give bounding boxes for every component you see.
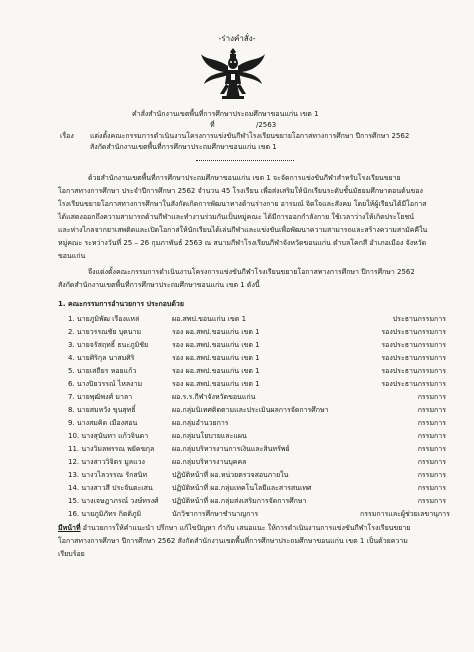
member-position: ผอ.กลุ่มนโยบายและแผน	[172, 432, 247, 440]
subject-line-1: แต่งตั้งคณะกรรมการดำเนินงานโครงการแข่งขันกีฬาโรงเรียนขยายโอกาสทางการศึกษา ปีการศึกษา 2562	[90, 132, 410, 140]
duty-text: เรียบร้อย	[58, 550, 85, 558]
member-role: กรรมการ	[417, 406, 446, 414]
committee-row	[68, 379, 446, 391]
member-role: กรรมการ	[417, 458, 446, 466]
member-name: 16. นายภูมิภัทร กิตติภูมิ	[68, 510, 142, 518]
member-role: รองประธานกรรมการ	[381, 367, 446, 375]
committee-row	[68, 431, 446, 443]
body-line: ขอนแก่น	[58, 252, 86, 260]
member-name: 4. นายศิริกุล นาสมศิริ	[68, 354, 135, 362]
member-role: กรรมการ	[417, 445, 446, 453]
committee-row	[68, 457, 446, 469]
member-position: ผอ.กลุ่มบริหารงานการเงินและสินทรัพย์	[172, 445, 290, 453]
committee-row	[68, 327, 446, 339]
member-role: ประธานกรรมการ	[392, 315, 446, 323]
member-name: 14. นางสาวสี ประจันตะเสน	[68, 484, 153, 492]
duty-text: อำนวยการให้คำแนะนำ ปรึกษา แก้ไขปัญหา กำกับ เสนอแนะ ให้การดำเนินงานการแข่งขันกีฬาโรงเรียนขยาย	[82, 524, 411, 532]
body-line: และห่างไกลจากยาเสพติดและเปิดโอกาสให้นักเรียนได้เล่นกีฬาและแข่งขันเพื่อพัฒนาความสามารถและสร้างความสามัคคีใน	[58, 226, 428, 234]
member-position: ผอ.กลุ่มบริหารงานบุคคล	[172, 458, 247, 466]
order-number-suffix: /2563	[256, 121, 277, 129]
order-number-prefix: ที่	[210, 121, 215, 129]
committee-row	[68, 509, 450, 521]
duty-line	[58, 524, 410, 533]
member-name: 12. นางสาววิจิตร มูลแวง	[68, 458, 145, 466]
member-name: 15. นางเจษฎาภรณ์ วงษ์ทรงศ์	[68, 497, 159, 505]
body-line: ได้แสดงออกถึงความสามารถด้านกีฬาและทำงานร่วมกันเป็นหมู่คณะ ได้มีการออกกำลังกาย ใช้เวลาว่างให้เกิดประโยชน์	[58, 213, 415, 221]
member-name: 6. นางปิยวรรณ์ ไหลงาม	[68, 380, 143, 388]
member-role: กรรมการ	[417, 419, 446, 427]
member-position: ปฏิบัติหน้าที่ ผอ.กลุ่มเทคโนโลยีและสารสนเทศ	[172, 484, 312, 492]
member-name: 2. นายวรรณชัย บุดนาม	[68, 328, 142, 336]
committee-row	[68, 470, 446, 482]
committee-row	[68, 418, 446, 430]
member-role: กรรมการ	[417, 484, 446, 492]
member-position: รอง ผอ.สพป.ขอนแก่น เขต 1	[172, 354, 260, 362]
member-name: 8. นายสมหวัง ขุนสุทธิ์	[68, 406, 136, 414]
member-name: 13. นางวไลวรรณ รักสนิท	[68, 471, 148, 479]
member-position: ปฏิบัติหน้าที่ ผอ.หน่วยตรวจสอบภายใน	[172, 471, 289, 479]
duty-text: โอกาสทางการศึกษา ปีการศึกษา 2562 สังกัดสำนักงานเขตพื้นที่การศึกษาประถมศึกษาขอนแก่น เขต 1 เป็นด้วยความ	[58, 537, 408, 545]
member-position: ผอ.ร.ร.กีฬาจังหวัดขอนแก่น	[172, 393, 256, 401]
member-position: ปฏิบัติหน้าที่ ผอ.กลุ่มส่งเสริมการจัดการศึกษา	[172, 497, 307, 505]
committee-row	[68, 314, 446, 326]
duty-line	[58, 550, 85, 559]
duty-label: มีหน้าที่	[58, 524, 81, 532]
body-line: หมู่คณะ ระหว่างวันที่ 25 – 26 กุมภาพันธ์ 2563 ณ สนามกีฬาโรงเรียนกีฬาจังหวัดขอนแก่น ตำบลโคกสี อำเภอเมือง จังหวัด	[58, 239, 427, 247]
member-name: 3. นายจรัสฤทธิ์ ธนะภูมิชัย	[68, 341, 149, 349]
appoint-line: สังกัดสำนักงานเขตพื้นที่การศึกษาประถมศึกษาขอนแก่น เขต 1 ดังนี้	[58, 281, 260, 289]
member-role: กรรมการ	[417, 393, 446, 401]
committee-list	[68, 314, 450, 524]
member-role: รองประธานกรรมการ	[381, 354, 446, 362]
committee-row	[68, 366, 446, 378]
member-name: 1. นายภูมิพัฒ เรืองแหล่	[68, 315, 140, 323]
member-position: รอง ผอ.สพป.ขอนแก่น เขต 1	[172, 380, 260, 388]
section-title: 1. คณะกรรมการอำนวยการ ประกอบด้วย	[58, 300, 184, 308]
member-name: 11. นางวิมลพรรณ พยัคฆกุล	[68, 445, 155, 453]
committee-row	[68, 353, 446, 365]
member-position: รอง ผอ.สพป.ขอนแก่น เขต 1	[172, 367, 260, 375]
member-name: 7. นายพุฒิพงศ์ มาลา	[68, 393, 133, 401]
appoint-line: จึงแต่งตั้งคณะกรรมการดำเนินงานโครงการแข่งขันกีฬาโรงเรียนขยายโอกาสทางการศึกษา ปีการศึกษา 2562	[88, 268, 415, 276]
committee-row	[68, 496, 446, 508]
member-position: ผอ.สพป.ขอนแก่น เขต 1	[172, 315, 247, 323]
body-line: โรงเรียนขยายโอกาสทางการศึกษาในสังกัดเกิดการพัฒนาทางด้านร่างกาย อารมณ์ จิตใจและสังคม โดยให้ผู้เรียนได้มีโอกาส	[58, 200, 427, 208]
member-role: กรรมการ	[417, 497, 446, 505]
member-position: รอง ผอ.สพป.ขอนแก่น เขต 1	[172, 341, 260, 349]
member-role: กรรมการ	[417, 471, 446, 479]
member-role: รองประธานกรรมการ	[381, 380, 446, 388]
member-position: ผอ.กลุ่มอำนวยการ	[172, 419, 229, 427]
duty-line	[58, 537, 408, 546]
member-role: รองประธานกรรมการ	[381, 341, 446, 349]
committee-row	[68, 340, 446, 352]
member-position: รอง ผอ.สพป.ขอนแก่น เขต 1	[172, 328, 260, 336]
member-role: กรรมการ	[417, 432, 446, 440]
committee-row	[68, 392, 446, 404]
body-line: ด้วยสำนักงานเขตพื้นที่การศึกษาประถมศึกษาขอนแก่น เขต 1 จะจัดการแข่งขันกีฬาสำหรับโรงเรียนขยาย	[88, 174, 401, 182]
draft-label: -ร่างคำสั่ง-	[218, 34, 256, 43]
member-position: นักวิชาการศึกษาชำนาญการ	[172, 510, 259, 518]
member-position: ผอ.กลุ่มนิเทศติดตามและประเมินผลการจัดการศึกษา	[172, 406, 329, 414]
body-line: โอกาสทางการศึกษา ประจำปีการศึกษา 2562 จำนวน 45 โรงเรียน เพื่อส่งเสริมให้นักเรียนระดับชั้นมัธยมศึกษาตอนต้นของ	[58, 187, 423, 195]
member-role: กรรมการและผู้ช่วยเลขานุการ	[360, 510, 450, 518]
member-name: 10. นางสุนันทา แก้วจินดา	[68, 432, 149, 440]
order-title: คำสั่งสำนักงานเขตพื้นที่การศึกษาประถมศึกษาขอนแก่น เขต 1	[132, 110, 319, 118]
committee-row	[68, 444, 446, 456]
garuda-emblem-icon	[198, 44, 268, 104]
header-separator	[196, 160, 294, 161]
member-role: รองประธานกรรมการ	[381, 328, 446, 336]
committee-row	[68, 405, 446, 417]
committee-row	[68, 483, 446, 495]
subject-line-2: สังกัดสำนักงานเขตพื้นที่การศึกษาประถมศึกษาขอนแก่น เขต 1	[90, 143, 277, 151]
member-name: 5. นายเสถียร หอยแก้ว	[68, 367, 137, 375]
subject-label: เรื่อง	[60, 132, 74, 140]
member-name: 9. นางสมคิด เมืองสอน	[68, 419, 138, 427]
